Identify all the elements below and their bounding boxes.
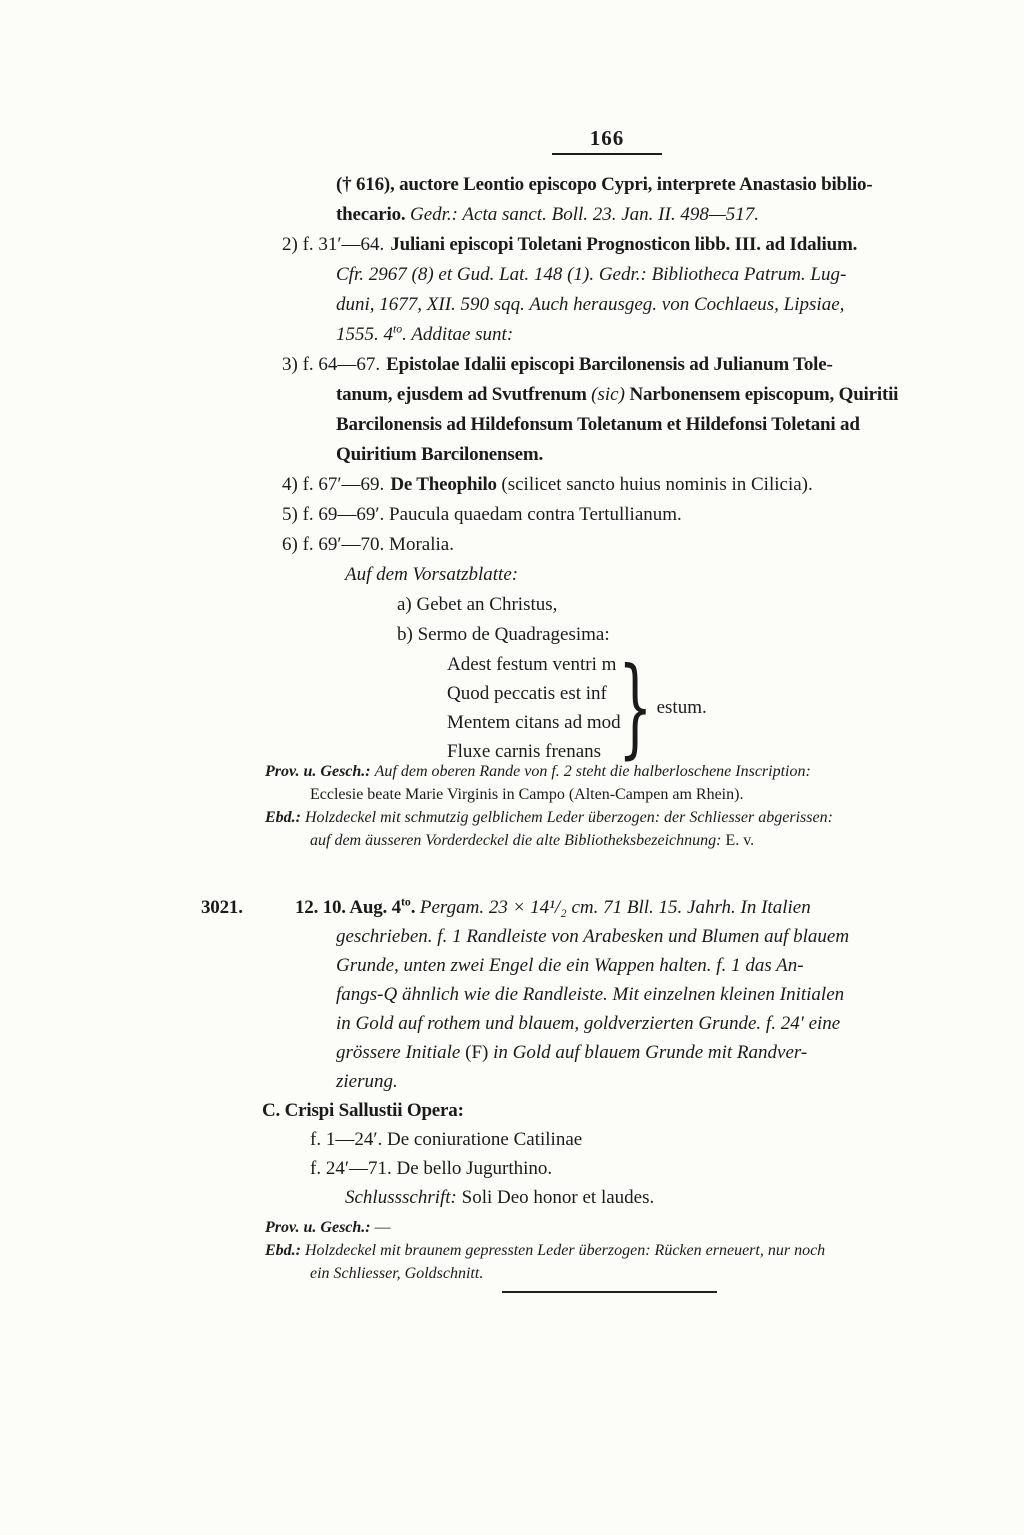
desc-line-5: in Gold auf rothem und blauem, goldverzierten Grunde. f. 24′ eine xyxy=(336,1013,841,1034)
page-content xyxy=(0,170,1024,1285)
item-2-ref-pre: 1555. 4 xyxy=(336,324,393,345)
colophon-label: Schlussschrift: xyxy=(345,1187,462,1208)
page-header xyxy=(548,126,666,155)
desc-line-6 xyxy=(336,1038,1024,1067)
prov-text: Auf dem oberen Rande von f. 2 steht die halberloschene Inscription: xyxy=(374,763,811,780)
ebd-3021-line-2: ein Schliesser, Goldschnitt. xyxy=(310,1265,484,1282)
colophon-text: Soli Deo honor et laudes. xyxy=(461,1187,655,1208)
verse-lines xyxy=(447,650,621,766)
item-3-line-1 xyxy=(282,350,1024,380)
item-2-line-3: duni, 1677, XII. 590 sqq. Auch herausgeg. von Cochlaeus, Lipsiae, xyxy=(336,294,845,315)
continuation-ref: Gedr.: Acta sanct. Boll. 23. Jan. II. 498—517. xyxy=(409,204,759,225)
prov-label: Prov. u. Gesch.: xyxy=(265,1219,375,1236)
ebd-text-cont: auf dem äusseren Vorderdeckel die alte Bibliotheksbezeichnung: xyxy=(310,832,726,849)
item-2-label: 2) f. 31′—64. xyxy=(282,234,385,255)
entry-number: 3021. xyxy=(201,897,243,918)
ebd-3021-line-1 xyxy=(265,1239,1024,1262)
ebd-label: Ebd.: xyxy=(265,809,305,826)
item-2-title: Juliani episcopi Toletani Prognosticon libb. III. ad Idalium. xyxy=(390,234,858,255)
item-6-line: 6) f. 69′—70. Moralia. xyxy=(282,534,454,555)
continuation-head: thecario. xyxy=(336,204,410,225)
sic-note: (sic) xyxy=(591,384,625,405)
prov-3021-line xyxy=(265,1216,1024,1239)
ebd-line-2 xyxy=(310,829,1024,852)
desc-6c: in Gold auf blauem Grunde mit Randver- xyxy=(488,1042,808,1063)
work-title: C. Crispi Sallustii Opera: xyxy=(262,1100,464,1121)
page-number: 166 xyxy=(589,126,625,150)
item-2-line-2: Cfr. 2967 (8) et Gud. Lat. 148 (1). Gedr.: Bibliotheca Patrum. Lug- xyxy=(336,264,847,285)
prov-label: Prov. u. Gesch.: xyxy=(265,763,375,780)
work-part-2: f. 24′—71. De bello Jugurthino. xyxy=(310,1158,553,1179)
provenance-block xyxy=(0,760,1024,852)
codicology-desc: Pergam. 23 × 14¹/₂ cm. 71 Bll. 15. Jahrh. In Italien xyxy=(419,897,811,918)
work-part-1: f. 1—24′. De coniuratione Catilinae xyxy=(310,1129,583,1150)
entry-3021-head xyxy=(201,893,1024,922)
item-4-title: De Theophilo xyxy=(390,474,502,495)
desc-6a: grössere Initiale xyxy=(336,1042,466,1063)
verse-block xyxy=(447,645,1024,770)
quarto-superscript: to xyxy=(393,322,403,336)
item-2-ref-post: . Additae sunt: xyxy=(402,324,514,345)
item-2-line-1 xyxy=(282,230,1024,260)
desc-line-4: fangs-Q ähnlich wie die Randleiste. Mit einzelnen kleinen Initialen xyxy=(336,984,845,1005)
vorsatz-item-b: b) Sermo de Quadragesima: xyxy=(397,624,610,645)
item-3-title: Epistolae Idalii episcopi Barcilonensis ad Julianum Tole- xyxy=(386,354,833,375)
verse-shared-ending: estum. xyxy=(656,697,707,718)
ebd-label: Ebd.: xyxy=(265,1242,305,1259)
item-4-line xyxy=(282,470,1024,500)
desc-line-2: geschrieben. f. 1 Randleiste von Arabesken und Blumen auf blauem xyxy=(336,926,850,947)
ebd-line-1 xyxy=(265,806,1024,829)
item-3-line-2 xyxy=(336,380,1024,410)
item-3-title-cont2: Narbonensem episcopum, Quiritii xyxy=(624,384,899,405)
initial-letter: (F) xyxy=(465,1042,489,1063)
colophon-line xyxy=(345,1183,1024,1212)
prov-line-2: Ecclesie beate Marie Virginis in Campo (Alten-Campen am Rhein). xyxy=(310,786,744,803)
continuation-line-2 xyxy=(336,200,1024,230)
item-3-line-3: Barcilonensis ad Hildefonsum Toletanum et Hildefonsi Toletani ad xyxy=(336,414,860,435)
entry-3021 xyxy=(0,893,1024,1212)
provenance-block-3021 xyxy=(0,1216,1024,1285)
item-3-label: 3) f. 64—67. xyxy=(282,354,381,375)
verse-line-1: Adest festum ventri m xyxy=(447,654,617,675)
curly-brace: } xyxy=(618,645,653,770)
verse-line-2: Quod peccatis est inf xyxy=(447,683,607,704)
shelfmark-end: . xyxy=(410,897,420,918)
old-shelfmark: E. v. xyxy=(725,832,755,849)
item-3-title-cont: tanum, ejusdem ad Svutfrenum xyxy=(336,384,592,405)
shelfmark: 12. 10. Aug. 4 xyxy=(295,897,401,918)
page-number-rule xyxy=(552,153,662,155)
quarto-superscript: to xyxy=(400,895,411,909)
desc-line-3: Grunde, unten zwei Engel die ein Wappen halten. f. 1 das An- xyxy=(336,955,804,976)
item-5-line: 5) f. 69—69′. Paucula quaedam contra Tertullianum. xyxy=(282,504,682,525)
desc-line-7: zierung. xyxy=(336,1071,398,1092)
item-4-label: 4) f. 67′—69. xyxy=(282,474,385,495)
ebd-text: Holzdeckel mit schmutzig gelblichem Leder überzogen: der Schliesser abgerissen: xyxy=(305,809,833,826)
section-divider-rule xyxy=(502,1291,717,1293)
verse-line-4: Fluxe carnis frenans xyxy=(447,741,602,762)
vorsatzblatt-heading: Auf dem Vorsatzblatte: xyxy=(345,564,519,585)
verse-line-3: Mentem citans ad mod xyxy=(447,712,621,733)
item-2-line-4 xyxy=(336,320,1024,350)
item-4-rest: (scilicet sancto huius nominis in Cilicia). xyxy=(501,474,813,495)
item-3-line-4: Quiritium Barcilonensem. xyxy=(336,444,544,465)
vorsatz-item-a: a) Gebet an Christus, xyxy=(397,594,558,615)
prov-value: — xyxy=(374,1219,391,1236)
ebd-text: Holzdeckel mit braunem gepressten Leder überzogen: Rücken erneuert, nur noch xyxy=(305,1242,826,1259)
continuation-line-1: († 616), auctore Leontio episcopo Cypri, interprete Anastasio biblio- xyxy=(336,174,873,195)
